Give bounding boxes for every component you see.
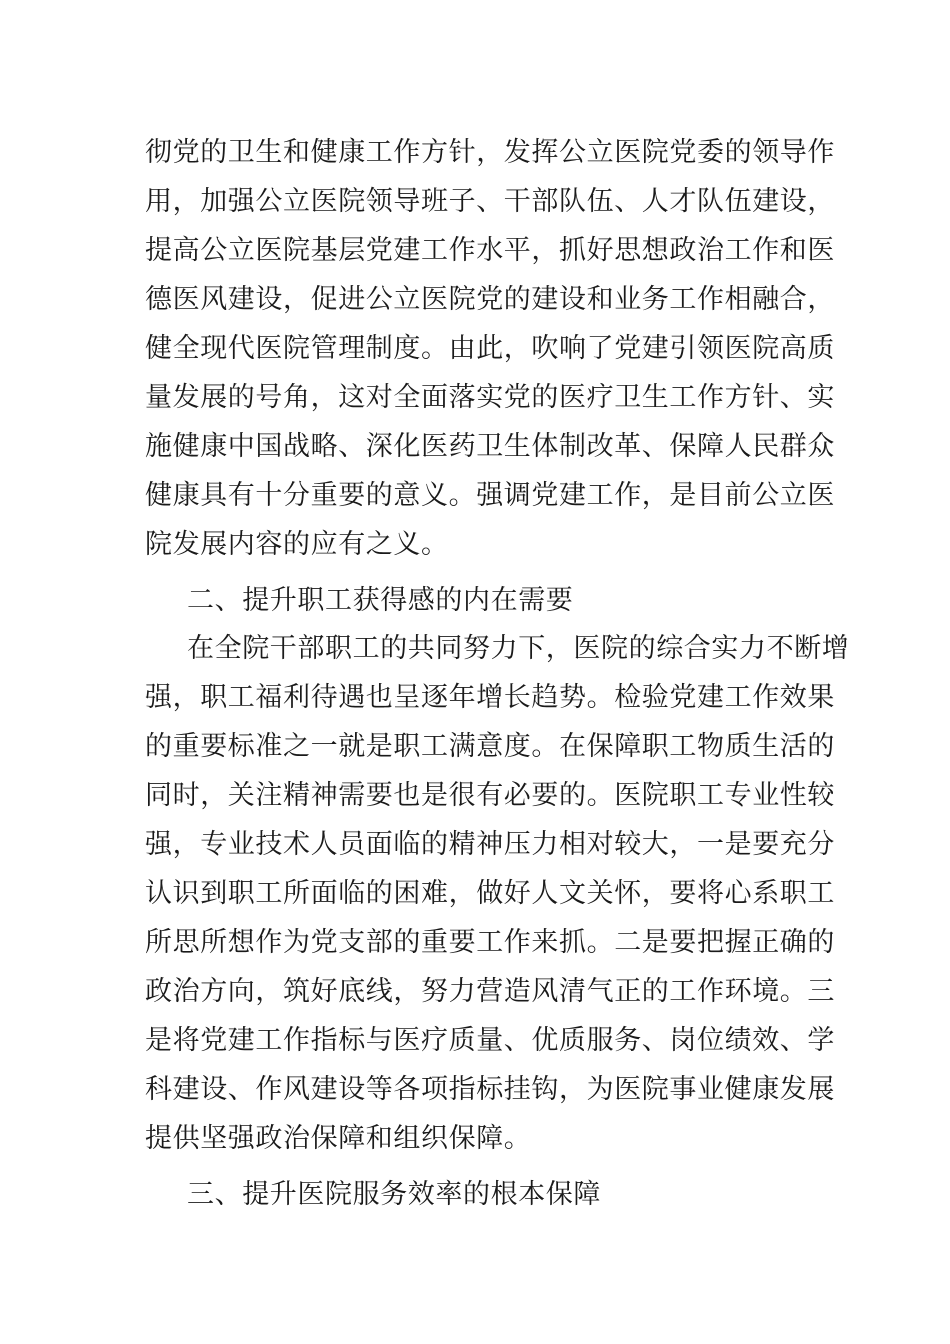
paragraph-line: 健康具有十分重要的意义。强调党建工作，是目前公立医 xyxy=(145,480,835,511)
paragraph-line: 强，职工福利待遇也呈逐年增长趋势。检验党建工作效果 xyxy=(145,682,835,713)
paragraph-1 xyxy=(145,128,835,569)
paragraph-2 xyxy=(145,624,850,1163)
section-heading-2 xyxy=(145,576,810,625)
paragraph-line: 彻党的卫生和健康工作方针，发挥公立医院党委的领导作 xyxy=(145,137,835,168)
paragraph-line: 强，专业技术人员面临的精神压力相对较大，一是要充分 xyxy=(145,829,835,860)
paragraph-line: 政治方向，筑好底线，努力营造风清气正的工作环境。三 xyxy=(145,976,835,1007)
paragraph-line: 量发展的号角，这对全面落实党的医疗卫生工作方针、实 xyxy=(145,382,835,413)
paragraph-line: 院发展内容的应有之义。 xyxy=(145,529,449,560)
paragraph-line: 是将党建工作指标与医疗质量、优质服务、岗位绩效、学 xyxy=(145,1025,835,1056)
paragraph-line: 提高公立医院基层党建工作水平，抓好思想政治工作和医 xyxy=(145,235,835,266)
paragraph-line: 德医风建设，促进公立医院党的建设和业务工作相融合， xyxy=(145,284,835,315)
paragraph-line: 所思所想作为党支部的重要工作来抓。二是要把握正确的 xyxy=(145,927,835,958)
paragraph-line: 在全院干部职工的共同努力下，医院的综合实力不断增 xyxy=(187,633,850,664)
paragraph-line: 施健康中国战略、深化医药卫生体制改革、保障人民群众 xyxy=(145,431,835,462)
section-heading-text: 二、提升职工获得感的内在需要 xyxy=(187,585,574,616)
section-heading-text: 三、提升医院服务效率的根本保障 xyxy=(187,1179,601,1210)
paragraph-line: 提供坚强政治保障和组织保障。 xyxy=(145,1123,532,1154)
paragraph-line: 的重要标准之一就是职工满意度。在保障职工物质生活的 xyxy=(145,731,835,762)
paragraph-line: 同时，关注精神需要也是很有必要的。医院职工专业性较 xyxy=(145,780,835,811)
paragraph-line: 健全现代医院管理制度。由此，吹响了党建引领医院高质 xyxy=(145,333,835,364)
paragraph-line: 用，加强公立医院领导班子、干部队伍、人才队伍建设， xyxy=(145,186,835,217)
section-heading-3 xyxy=(145,1170,810,1219)
paragraph-line: 认识到职工所面临的困难，做好人文关怀，要将心系职工 xyxy=(145,878,835,909)
paragraph-line: 科建设、作风建设等各项指标挂钩，为医院事业健康发展 xyxy=(145,1074,835,1105)
